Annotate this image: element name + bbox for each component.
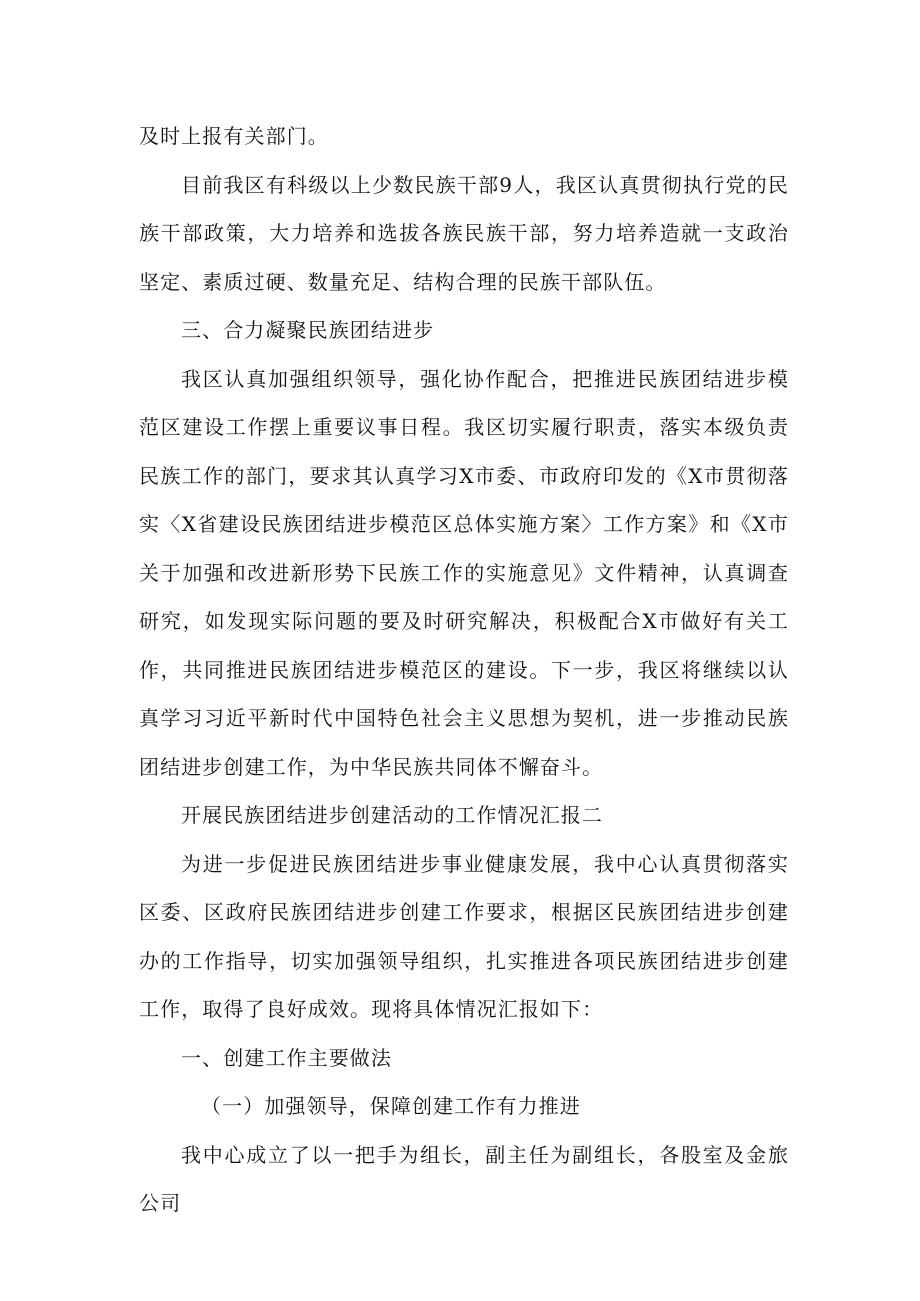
report-title-2: 开展民族团结进步创建活动的工作情况汇报二: [181, 803, 603, 827]
paragraph-cadres: 目前我区有科级以上少数民族干部9人，我区认真贯彻执行党的民族干部政策，大力培养和选拔各族民族干部，努力培养造就一支政治坚定、素质过硬、数量充足、结构合理的民族干部队伍。: [139, 172, 789, 294]
section-heading-1: 一、创建工作主要做法: [181, 1045, 392, 1070]
section-heading-3: 三、合力凝聚民族团结进步: [181, 318, 435, 342]
paragraph-continuation: 及时上报有关部门。: [139, 124, 329, 148]
paragraph-unity: 我区认真加强组织领导，强化协作配合，把推进民族团结进步模范区建设工作摆上重要议事日程。我区切实履行职责，落实本级负责民族工作的部门，要求其认真学习X市委、市政府印发的《X市贯彻落实〈X省建设民族团结进步模范区总体实施方案〉工作方案》和《X市关于加强和改进新形势下民族工作的实施意见》文件精神，认真调查研究，如发现实际问题的要及时研究解决，积极配合X市做好有关工作，共同推进民族团结进步模范区的建设。下一步，我区将继续以认真学习习近平新时代中国特色社会主义思想为契机，进一步推动民族团结进步创建工作，为中华民族共同体不懈奋斗。: [139, 366, 789, 779]
paragraph-intro: 为进一步促进民族团结进步事业健康发展，我中心认真贯彻落实区委、区政府民族团结进步创建工作要求，根据区民族团结进步创建办的工作指导，切实加强领导组织，扎实推进各项民族团结进步创建工作，取得了良好成效。现将具体情况汇报如下：: [139, 851, 789, 1021]
document-body: [139, 112, 789, 1228]
subsection-heading-1: （一）加强领导，保障创建工作有力推进: [201, 1094, 581, 1118]
paragraph-leadership: 我中心成立了以一把手为组长，副主任为副组长，各股室及金旅公司: [139, 1142, 789, 1215]
